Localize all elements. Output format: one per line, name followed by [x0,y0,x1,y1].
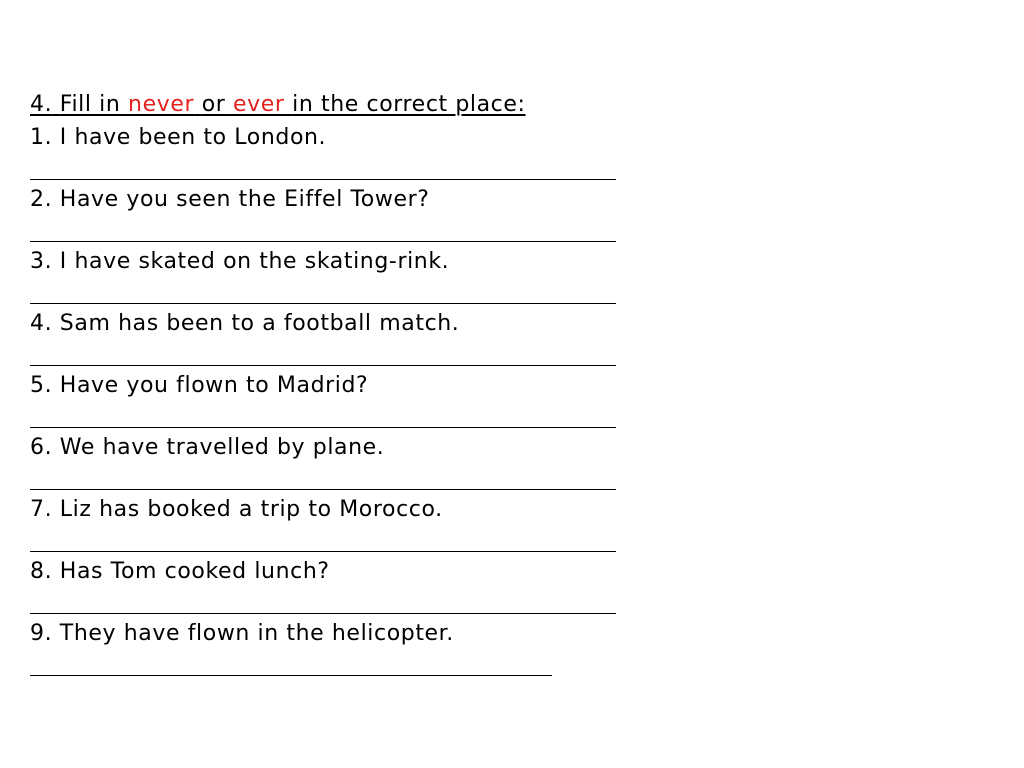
item-number: 1. [30,125,53,150]
answer-line[interactable] [30,525,670,556]
answer-line[interactable] [30,401,670,432]
item-number: 9. [30,621,53,646]
keyword-never: never [128,92,195,117]
answer-line[interactable] [30,649,670,680]
item-number: 5. [30,373,53,398]
instruction-number: 4. [30,92,53,117]
answer-line[interactable] [30,587,670,618]
item-sentence: Sam has been to a football match. [59,311,460,336]
exercise-item [30,556,670,587]
exercise-item [30,122,670,153]
answer-line[interactable] [30,339,670,370]
exercise-item [30,246,670,277]
exercise-item [30,494,670,525]
item-number: 8. [30,559,53,584]
exercise-item [30,432,670,463]
answer-line[interactable] [30,215,670,246]
item-number: 6. [30,435,53,460]
answer-line[interactable] [30,463,670,494]
item-number: 7. [30,497,53,522]
item-sentence: Liz has booked a trip to Morocco. [59,497,443,522]
exercise-item [30,370,670,401]
exercise-item [30,308,670,339]
instruction-text-end: in the correct place: [292,92,526,117]
item-sentence: Have you seen the Eiffel Tower? [59,187,430,212]
item-sentence: We have travelled by plane. [59,435,385,460]
exercise-item [30,618,670,649]
item-sentence: Have you flown to Madrid? [59,373,369,398]
item-number: 3. [30,249,53,274]
instruction-text-start: Fill in [59,92,121,117]
answer-line[interactable] [30,153,670,184]
exercise-instruction [30,88,670,122]
exercise-item [30,184,670,215]
item-sentence: I have been to London. [59,125,327,150]
answer-line[interactable] [30,277,670,308]
item-number: 2. [30,187,53,212]
keyword-ever: ever [233,92,285,117]
item-number: 4. [30,311,53,336]
instruction-text-or: or [201,92,226,117]
exercise [30,88,670,680]
item-sentence: They have flown in the helicopter. [59,621,454,646]
item-sentence: Has Tom cooked lunch? [59,559,330,584]
item-sentence: I have skated on the skating-rink. [59,249,450,274]
